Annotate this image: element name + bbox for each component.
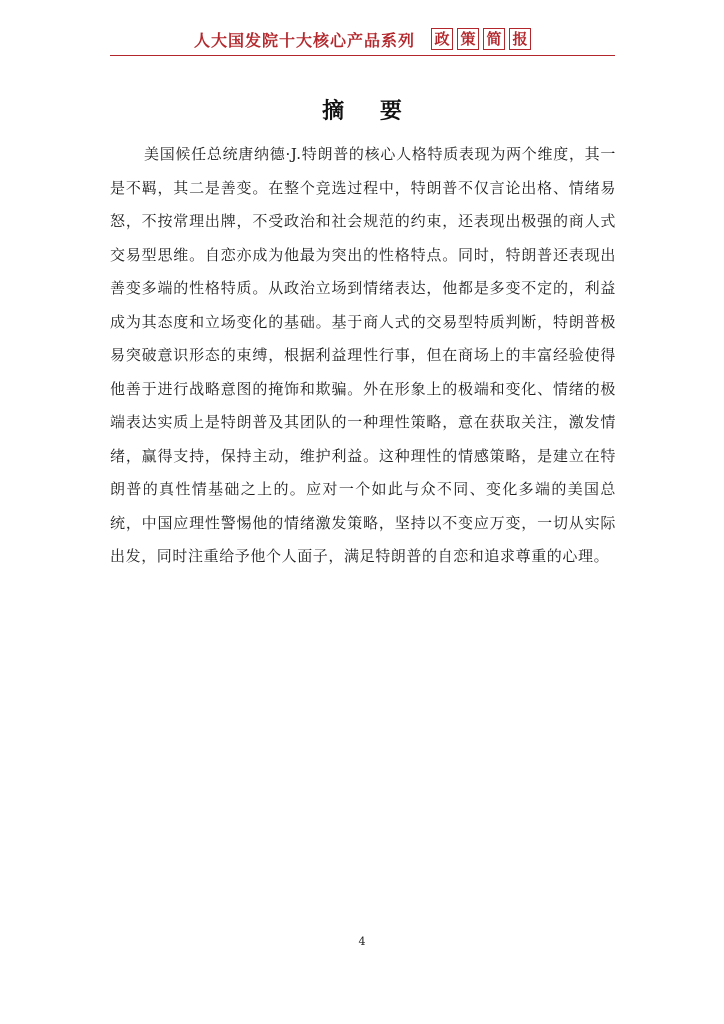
header-divider (110, 55, 615, 56)
brief-char-box: 策 (457, 28, 479, 50)
page-number: 4 (358, 935, 366, 948)
series-title: 人大国发院十大核心产品系列 (193, 30, 415, 50)
brief-char-box: 政 (431, 28, 453, 50)
abstract-paragraph: 美国候任总统唐纳德·J.特朗普的核心人格特质表现为两个维度，其一是不羁，其二是善变。在整个竞选过程中，特朗普不仅言论出格、情绪易怒，不按常理出牌，不受政治和社会规范的约束，还表现出极强的商人式交易型思维。自恋亦成为他最为突出的性格特点。同时，特朗普还表现出善变多端的性格特质。从政治立场到情绪表达，他都是多变不定的，利益成为其态度和立场变化的基础。基于商人式的交易型特质判断，特朗普极易突破意识形态的束缚，根据利益理性行事，但在商场上的丰富经验使得他善于进行战略意图的掩饰和欺骗。外在形象上的极端和变化、情绪的极端表达实质上是特朗普及其团队的一种理性策略，意在获取关注，激发情绪，赢得支持，保持主动，维护利益。这种理性的情感策略，是建立在特朗普的真性情基础之上的。应对一个如此与众不同、变化多端的美国总统，中国应理性警惕他的情绪激发策略，坚持以不变应万变，一切从实际出发，同时注重给予他个人面子，满足特朗普的自恋和追求尊重的心理。 (110, 145, 616, 565)
abstract-title: 摘 要 (322, 99, 416, 124)
brief-char-box: 报 (509, 28, 531, 50)
brief-label (431, 28, 531, 50)
page-header (110, 24, 615, 54)
brief-char-box: 简 (483, 28, 505, 50)
